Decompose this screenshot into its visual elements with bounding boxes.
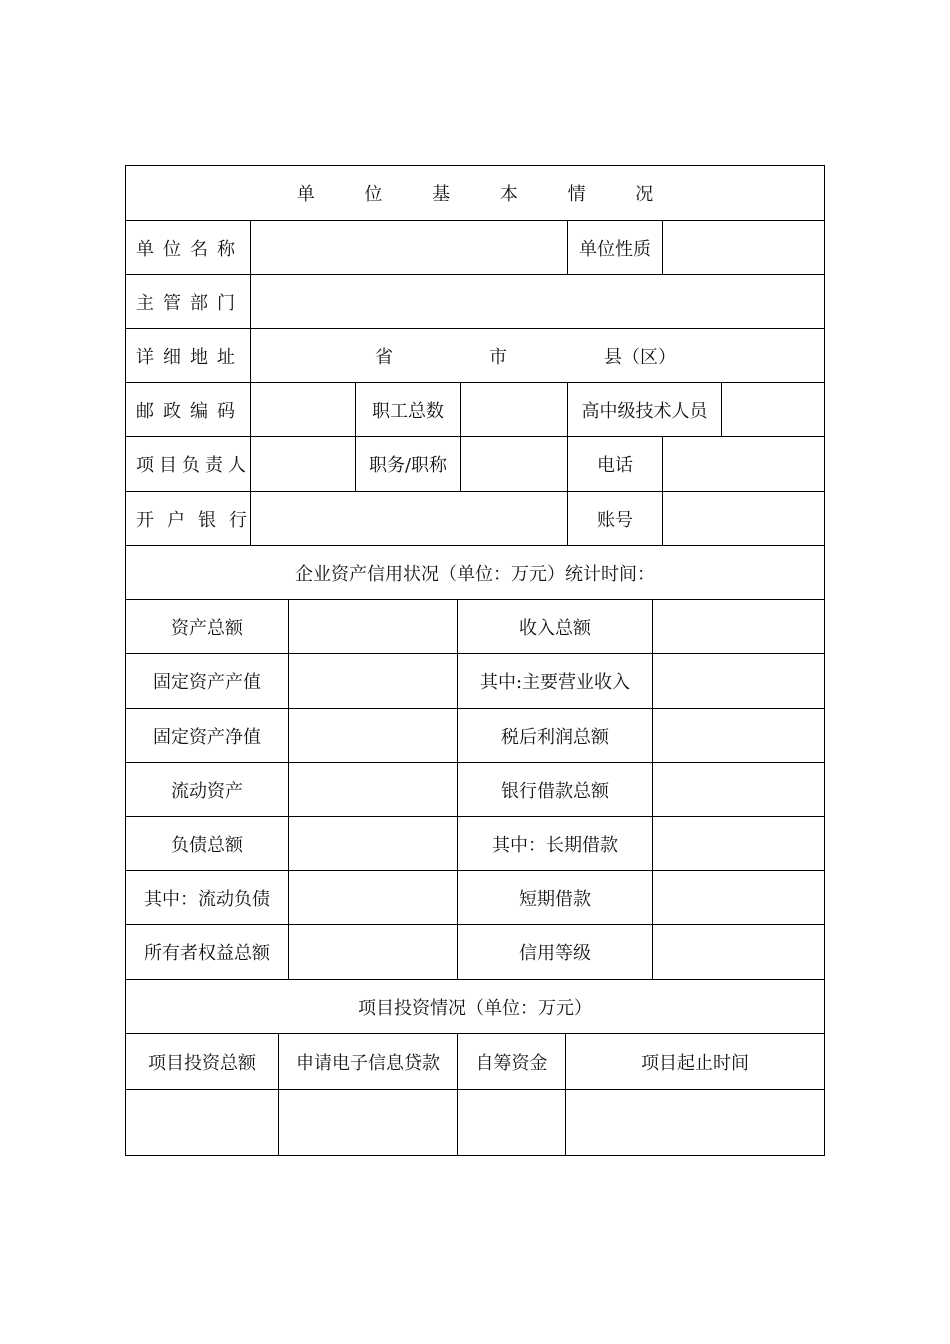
position-label-text: 职务/职称	[368, 455, 448, 476]
senior-tech-label-text: 高中级技术人员	[581, 400, 708, 422]
phone-label-text: 电话	[597, 455, 633, 476]
credit-row-label-left	[126, 763, 289, 817]
credit-value-field[interactable]	[289, 925, 458, 980]
unit-nature-label-text: 单位性质	[579, 238, 651, 260]
form-table	[125, 165, 825, 1156]
bank-field[interactable]	[251, 492, 568, 546]
credit-label-text: 其中：流动负债	[144, 888, 270, 910]
credit-value-field[interactable]	[289, 654, 458, 709]
investment-self-funds-field[interactable]	[458, 1090, 566, 1155]
supervisor-label	[126, 275, 251, 329]
bank-label	[126, 492, 260, 546]
credit-status-title-text: 企业资产信用状况（单位：万元）统计时间：	[295, 563, 655, 585]
investment-title	[126, 980, 824, 1034]
credit-row-label-right	[458, 654, 653, 709]
staff-total-label-text: 职工总数	[372, 400, 444, 422]
position-field[interactable]	[461, 437, 568, 492]
credit-value-field[interactable]	[653, 763, 824, 817]
credit-label-text: 信用等级	[519, 943, 591, 964]
investment-header-period	[566, 1034, 824, 1090]
credit-label-text: 收入总额	[519, 617, 591, 639]
investment-header-text: 项目起止时间	[641, 1052, 749, 1074]
senior-tech-field[interactable]	[722, 383, 824, 437]
credit-label-text: 所有者权益总额	[144, 943, 270, 964]
credit-value-field[interactable]	[653, 600, 824, 654]
credit-label-text: 流动资产	[171, 780, 243, 802]
credit-row-label-right	[458, 871, 653, 925]
project-leader-label	[126, 437, 251, 492]
credit-label-text: 银行借款总额	[501, 780, 609, 802]
credit-row-label-left	[126, 654, 289, 709]
account-label-text: 账号	[597, 509, 633, 531]
investment-header-total	[126, 1034, 279, 1090]
credit-row-label-right	[458, 709, 653, 763]
investment-total-field[interactable]	[126, 1090, 279, 1155]
credit-status-title	[126, 546, 824, 600]
credit-row-label-left	[126, 871, 289, 925]
investment-period-field[interactable]	[566, 1090, 824, 1155]
basic-info-title-text: 单 位 基 本 情 况	[296, 184, 676, 205]
investment-header-text: 自筹资金	[475, 1052, 548, 1074]
credit-value-field[interactable]	[289, 763, 458, 817]
credit-value-field[interactable]	[289, 817, 458, 871]
account-label	[568, 492, 663, 546]
credit-row-label-right	[458, 763, 653, 817]
investment-loan-field[interactable]	[279, 1090, 458, 1155]
credit-label-text: 固定资产产值	[153, 672, 261, 693]
credit-label-text: 短期借款	[519, 888, 591, 910]
unit-nature-label	[568, 221, 663, 275]
investment-title-text: 项目投资情况（单位：万元）	[358, 997, 592, 1019]
address-province-text: 省	[375, 346, 393, 368]
credit-label-text: 其中：长期借款	[492, 834, 618, 856]
unit-name-label	[126, 221, 251, 275]
credit-value-field[interactable]	[653, 709, 824, 763]
credit-row-label-left	[126, 600, 289, 654]
credit-label-text: 资产总额	[171, 617, 243, 639]
project-leader-label-text: 项目负责人	[136, 455, 251, 476]
credit-row-label-right	[458, 925, 653, 980]
investment-header-text: 申请电子信息贷款	[296, 1052, 440, 1074]
account-field[interactable]	[663, 492, 824, 546]
investment-header-self-funds	[458, 1034, 566, 1090]
credit-label-text: 负债总额	[171, 834, 243, 856]
address-county-text: 县（区）	[604, 346, 676, 368]
postcode-field[interactable]	[251, 383, 356, 437]
credit-value-field[interactable]	[653, 654, 824, 709]
position-label	[356, 437, 461, 492]
credit-row-label-left	[126, 817, 289, 871]
credit-row-label-left	[126, 709, 289, 763]
postcode-label-text: 邮政编码	[136, 400, 244, 422]
staff-total-label	[356, 383, 461, 437]
address-label	[126, 329, 251, 383]
bank-label-text: 开户银行	[136, 509, 260, 531]
credit-row-label-right	[458, 600, 653, 654]
credit-label-text: 固定资产净值	[153, 726, 261, 748]
address-city-text: 市	[489, 346, 507, 368]
investment-header-loan	[279, 1034, 458, 1090]
credit-value-field[interactable]	[653, 817, 824, 871]
supervisor-label-text: 主管部门	[136, 292, 244, 314]
unit-nature-field[interactable]	[663, 221, 824, 275]
address-label-text: 详细地址	[136, 346, 244, 368]
credit-value-field[interactable]	[289, 709, 458, 763]
address-field[interactable]	[251, 329, 824, 383]
credit-value-field[interactable]	[653, 925, 824, 980]
supervisor-field[interactable]	[251, 275, 824, 329]
credit-value-field[interactable]	[653, 871, 824, 925]
staff-total-field[interactable]	[461, 383, 568, 437]
credit-value-field[interactable]	[289, 600, 458, 654]
senior-tech-label	[568, 383, 722, 437]
credit-row-label-left	[126, 925, 289, 980]
investment-header-text: 项目投资总额	[148, 1052, 256, 1074]
credit-row-label-right	[458, 817, 653, 871]
phone-field[interactable]	[663, 437, 824, 492]
project-leader-field[interactable]	[251, 437, 356, 492]
credit-label-text: 其中:主要营业收入	[479, 672, 631, 693]
credit-value-field[interactable]	[289, 871, 458, 925]
credit-label-text: 税后利润总额	[501, 726, 609, 748]
postcode-label	[126, 383, 251, 437]
basic-info-title	[126, 166, 824, 221]
unit-name-field[interactable]	[251, 221, 568, 275]
phone-label	[568, 437, 663, 492]
unit-name-label-text: 单位名称	[136, 238, 244, 260]
